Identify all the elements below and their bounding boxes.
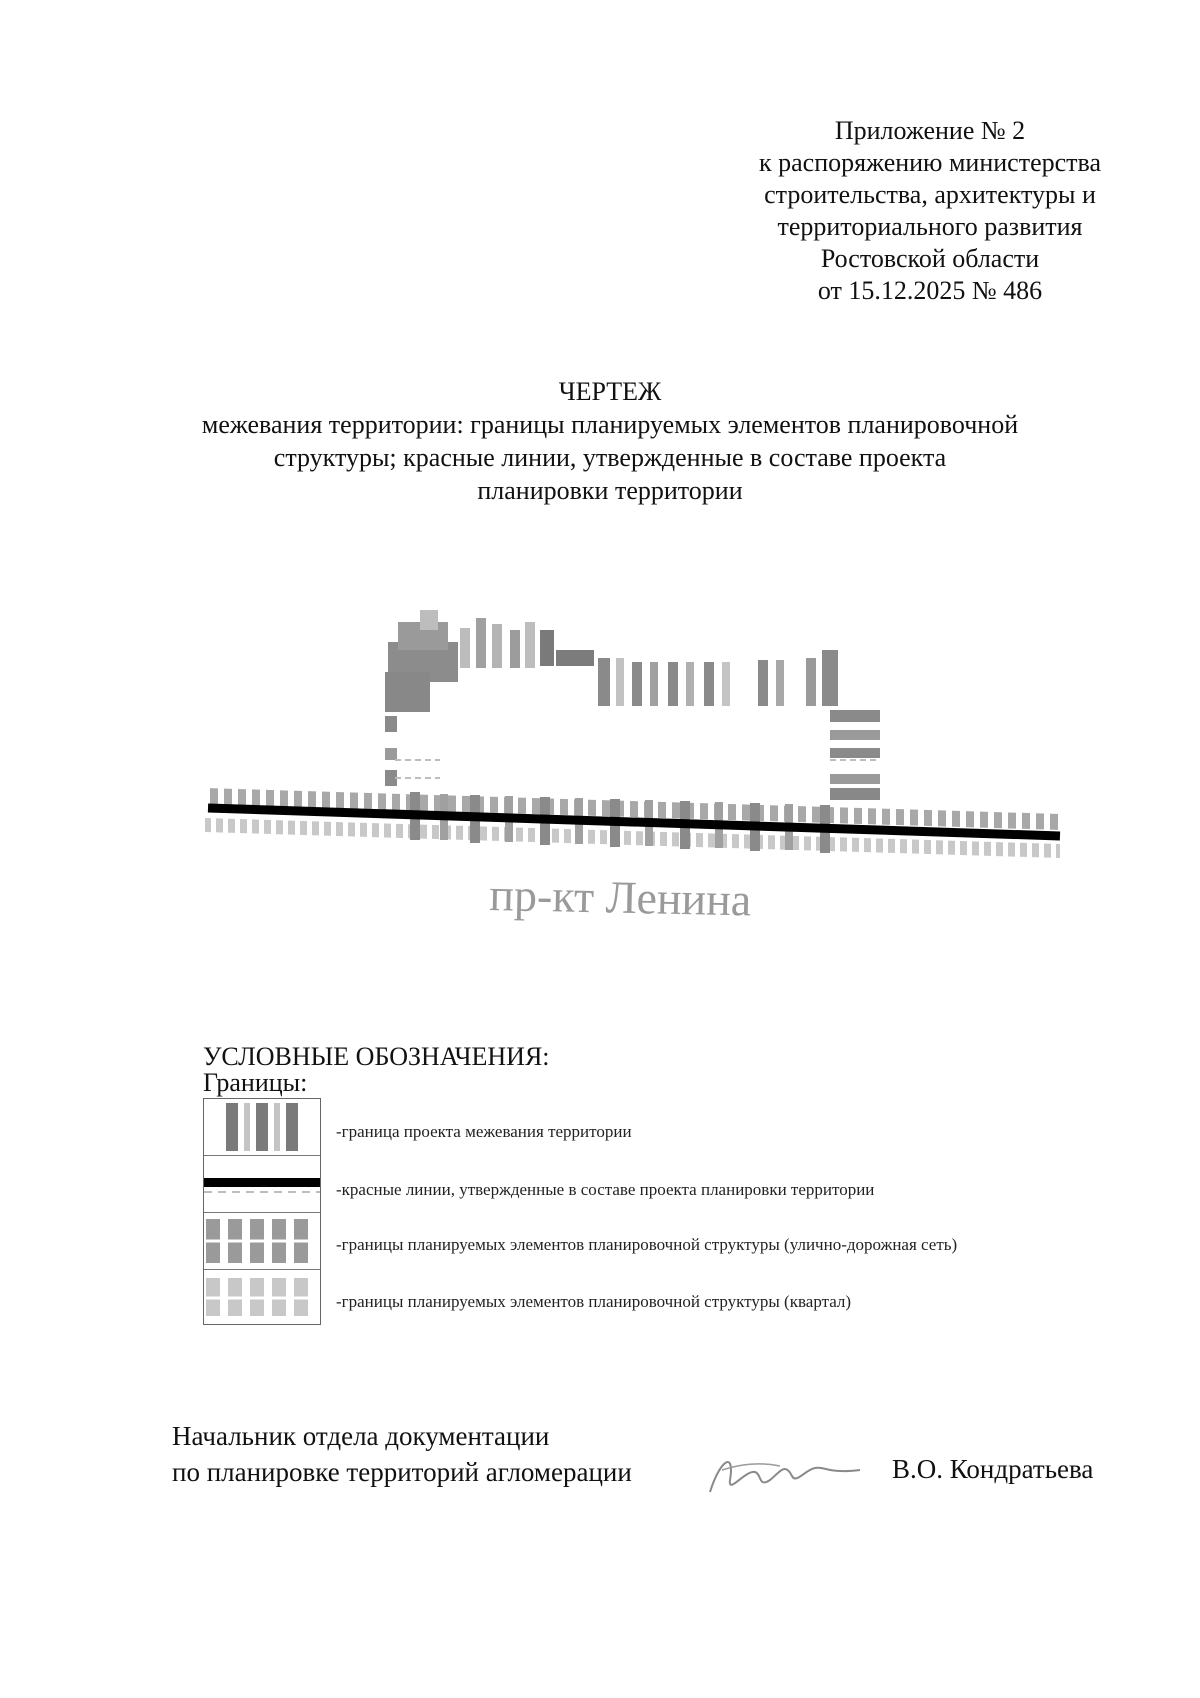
signatory-name: В.О. Кондратьева	[892, 1454, 1094, 1484]
signatory-role-line: по планировке территорий агломерации	[172, 1457, 632, 1487]
appendix-line: Приложение № 2	[834, 116, 1026, 145]
appendix-line: строительства, архитектуры и	[764, 180, 1096, 209]
legend-swatch-street-network	[204, 1213, 320, 1270]
red-line-icon	[204, 1156, 320, 1212]
survey-boundary-hatch-icon	[204, 1099, 320, 1155]
appendix-line: Ростовской области	[820, 244, 1040, 273]
block-boundary-hatch-icon	[204, 1270, 320, 1324]
legend-label: -красные линии, утвержденные в составе проекта планировки территории	[336, 1180, 875, 1199]
title-heading: ЧЕРТЕЖ	[558, 377, 662, 406]
legend-box	[203, 1098, 321, 1325]
street-network-hatch-icon	[204, 1213, 320, 1269]
title-line: межевания территории: границы планируемых элементов планировочной	[201, 410, 1019, 439]
signatory-role	[172, 1418, 632, 1490]
title-line: структуры; красные линии, утвержденные в составе проекта	[273, 443, 947, 472]
appendix-header	[730, 115, 1130, 307]
legend-label: -граница проекта межевания территории	[336, 1122, 632, 1141]
legend-swatch-survey-boundary	[204, 1099, 320, 1156]
legend-swatch-red-line	[204, 1156, 320, 1213]
legend-subtitle: Границы:	[203, 1068, 308, 1097]
title-line: планировки территории	[477, 476, 743, 505]
legend-swatch-block	[204, 1270, 320, 1326]
legend-label: -границы планируемых элементов планировочной структуры (квартал)	[336, 1292, 852, 1311]
appendix-line: от 15.12.2025 № 486	[817, 276, 1043, 305]
legend-title: УСЛОВНЫЕ ОБОЗНАЧЕНИЯ:	[203, 1042, 550, 1071]
handwritten-signature-icon	[700, 1440, 870, 1510]
street-label: пр-кт Ленина	[488, 868, 752, 926]
appendix-line: территориального развития	[777, 212, 1083, 241]
appendix-line: к распоряжению министерства	[758, 148, 1101, 177]
survey-boundary	[385, 610, 880, 800]
document-title	[150, 375, 1070, 507]
signatory-role-line: Начальник отдела документации	[172, 1421, 550, 1451]
legend-label: -границы планируемых элементов планировочной структуры (улично-дорожная сеть)	[336, 1235, 958, 1254]
